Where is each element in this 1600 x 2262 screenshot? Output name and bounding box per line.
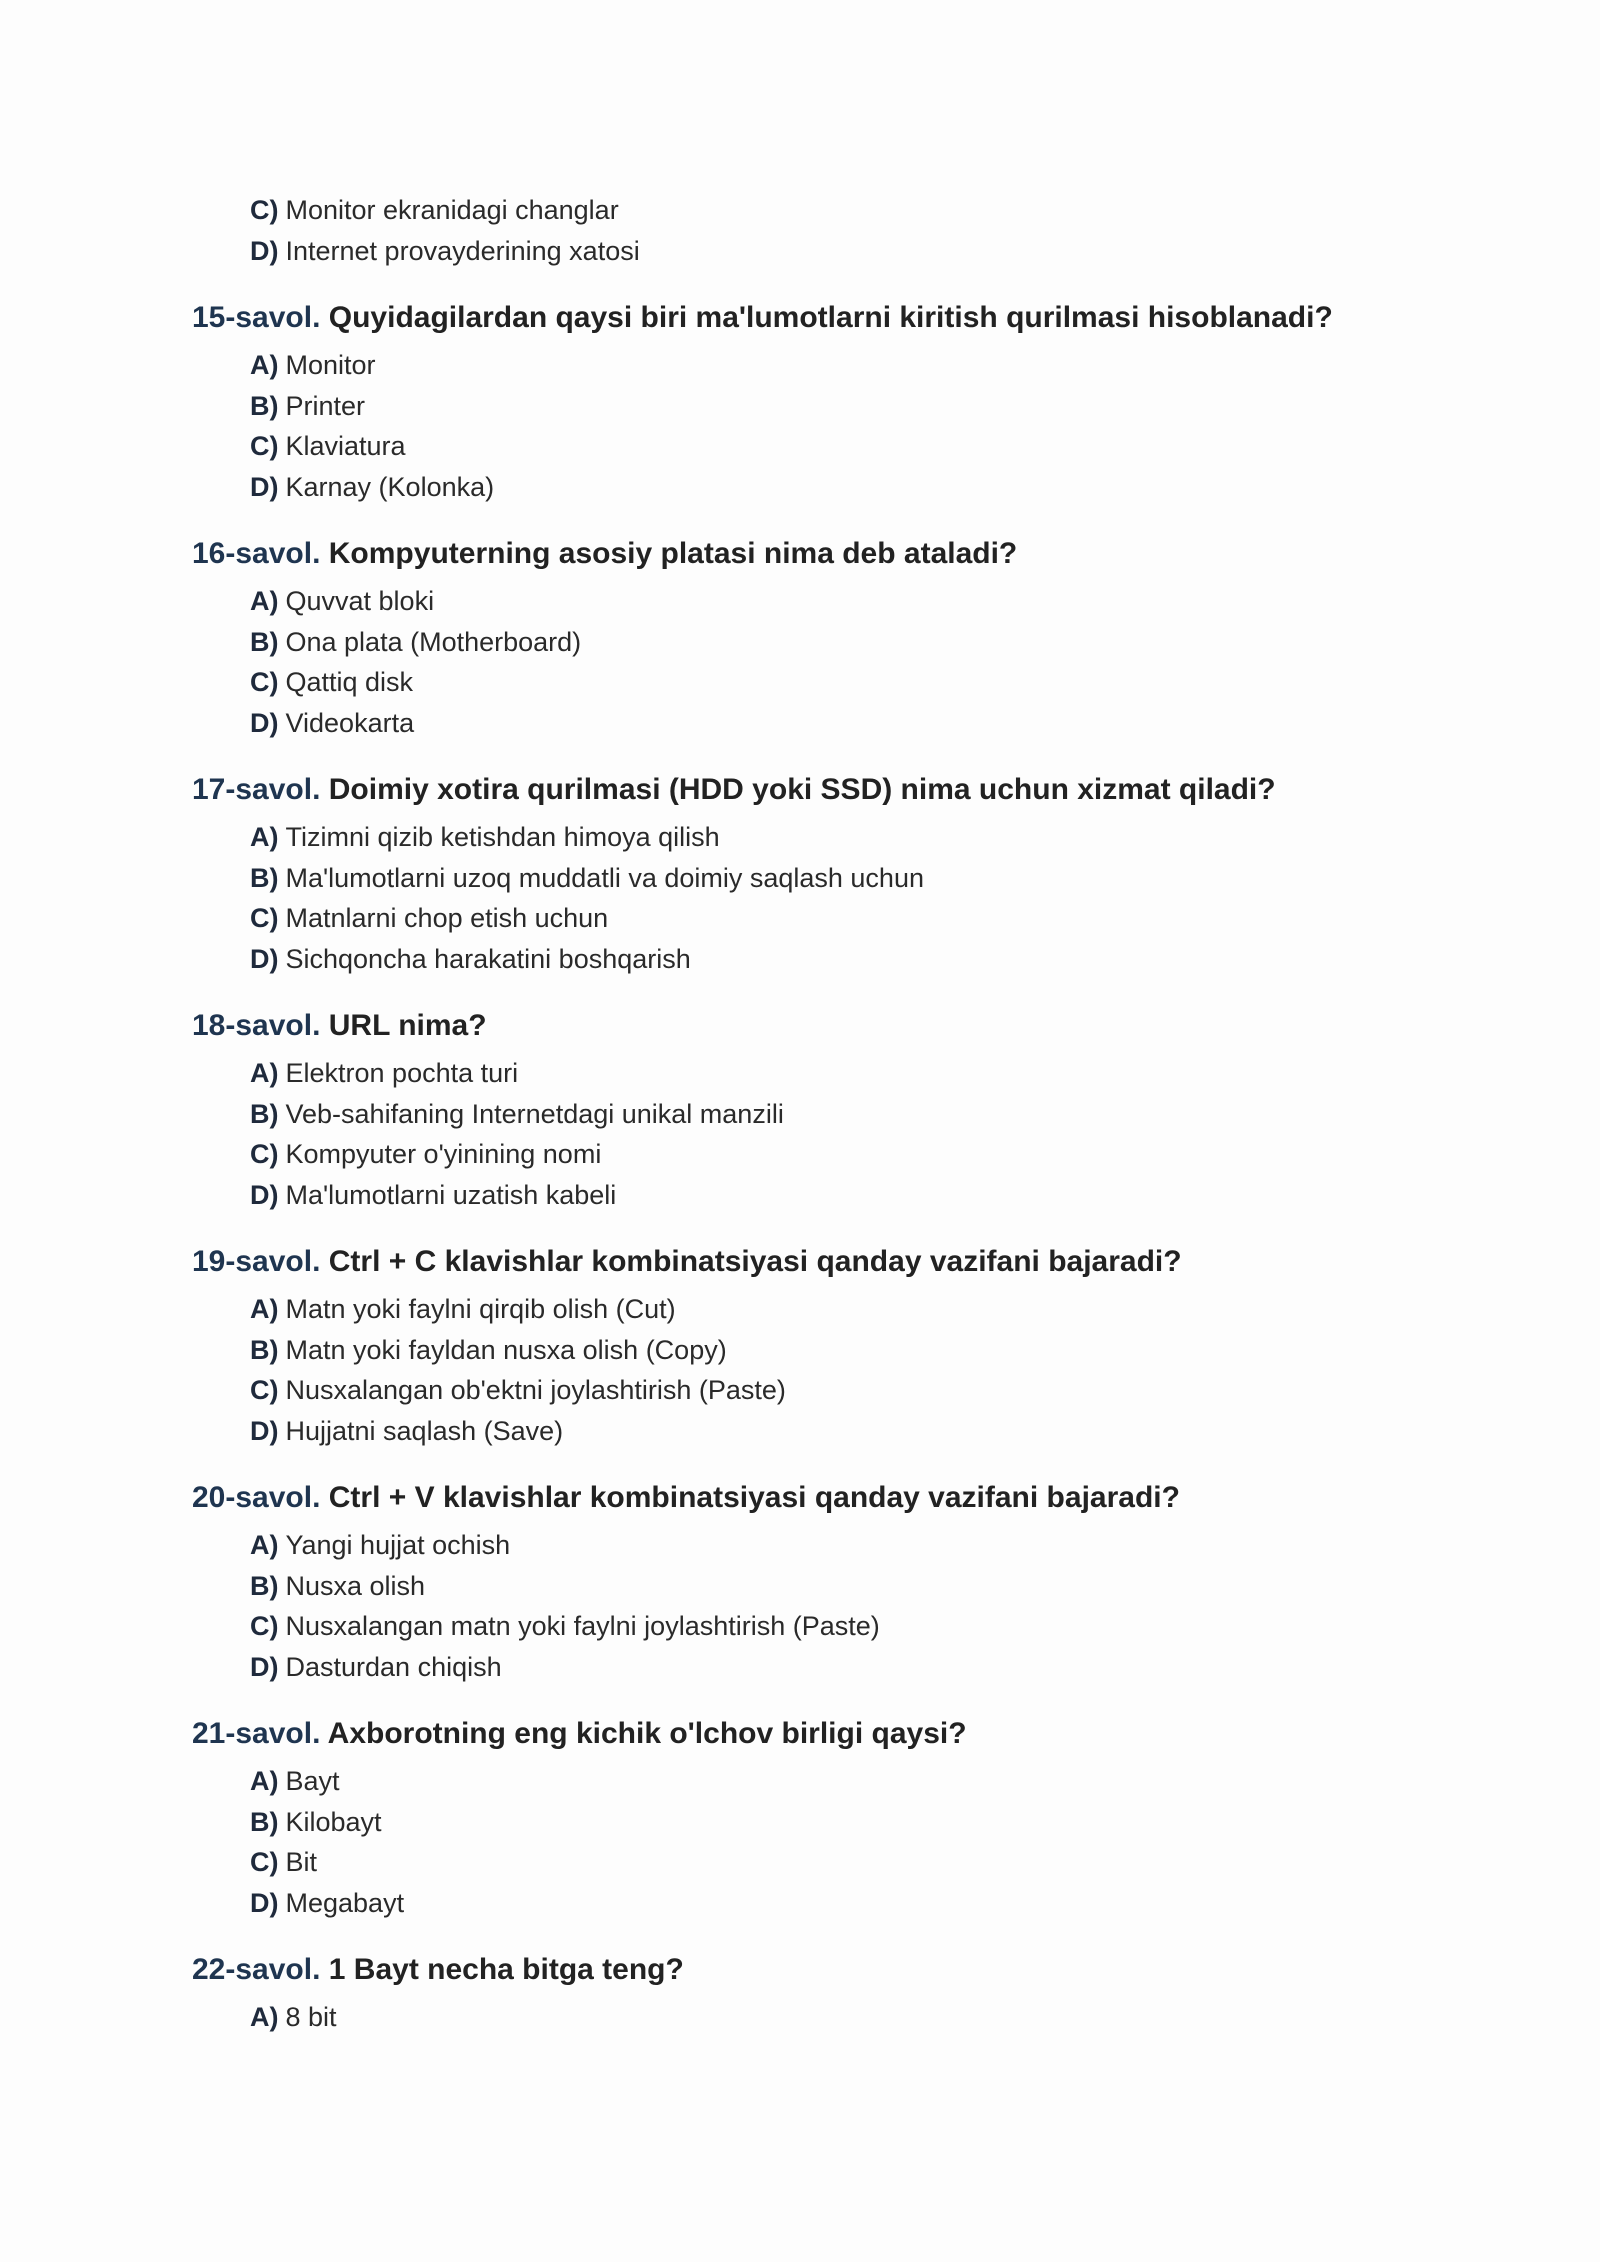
option-letter: A) xyxy=(250,1530,279,1560)
option-text: Nusxa olish xyxy=(285,1570,426,1601)
option-letter: C) xyxy=(250,1375,279,1405)
option-letter: D) xyxy=(250,1415,279,1446)
question-number: 18-savol. xyxy=(192,1009,321,1042)
option-letter: A) xyxy=(250,1058,279,1088)
option-text: Matn yoki faylni qirqib olish (Cut) xyxy=(285,1294,676,1324)
option-text: Monitor xyxy=(285,350,376,380)
question-title xyxy=(192,1714,1452,1754)
question-title xyxy=(192,1242,1452,1282)
question-title xyxy=(192,1006,1452,1046)
option-letter: A) xyxy=(250,350,279,380)
option-text: Internet provayderining xatosi xyxy=(285,235,640,266)
option-item xyxy=(250,1370,1452,1411)
question-22 xyxy=(192,1950,1452,2038)
question-20 xyxy=(192,1478,1452,1687)
option-text: Ona plata (Motherboard) xyxy=(285,626,582,657)
option-text: Monitor ekranidagi changlar xyxy=(285,195,619,225)
question-text: Ctrl + C klavishlar kombinatsiyasi qanday vazifani bajaradi? xyxy=(328,1245,1182,1278)
option-item xyxy=(250,622,1452,663)
option-letter: D) xyxy=(250,707,279,738)
question-16 xyxy=(192,534,1452,743)
question-21 xyxy=(192,1714,1452,1923)
question-text: Ctrl + V klavishlar kombinatsiyasi qanday vazifani bajaradi? xyxy=(328,1481,1180,1514)
option-letter: C) xyxy=(250,1611,279,1641)
option-letter: D) xyxy=(250,943,279,974)
option-letter: B) xyxy=(250,1570,279,1601)
question-19 xyxy=(192,1242,1452,1451)
option-letter: A) xyxy=(250,1294,279,1324)
option-text: Hujjatni saqlash (Save) xyxy=(285,1415,564,1446)
option-letter: B) xyxy=(250,1334,279,1365)
question-17 xyxy=(192,770,1452,979)
option-letter: C) xyxy=(250,667,279,697)
option-text: Dasturdan chiqish xyxy=(285,1651,502,1682)
option-item xyxy=(250,1525,1452,1566)
option-letter: A) xyxy=(250,822,279,852)
option-text: Nusxalangan matn yoki faylni joylashtirish (Paste) xyxy=(285,1611,880,1641)
option-letter: B) xyxy=(250,862,279,893)
option-item xyxy=(250,1997,1452,2038)
quiz-content xyxy=(192,190,1452,2038)
option-item xyxy=(250,1802,1452,1843)
question-title xyxy=(192,770,1452,810)
question-15 xyxy=(192,298,1452,507)
question-title xyxy=(192,534,1452,574)
option-item xyxy=(250,858,1452,899)
question-number: 22-savol. xyxy=(192,1953,321,1986)
option-item xyxy=(250,1134,1452,1175)
option-letter: A) xyxy=(250,2002,279,2032)
option-item xyxy=(250,1330,1452,1371)
question-title xyxy=(192,1950,1452,1990)
option-text: Megabayt xyxy=(285,1887,405,1918)
option-item xyxy=(250,1761,1452,1802)
option-letter: B) xyxy=(250,626,279,657)
option-text: Bit xyxy=(285,1847,318,1877)
question-text: Kompyuterning asosiy platasi nima deb ataladi? xyxy=(328,537,1018,570)
option-item xyxy=(250,467,1452,508)
question-text: Quyidagilardan qaysi biri ma'lumotlarni kiritish qurilmasi hisoblanadi? xyxy=(328,301,1333,334)
option-letter: C) xyxy=(250,431,279,461)
continued-options xyxy=(192,190,1452,271)
option-item xyxy=(250,1411,1452,1452)
option-text: Matnlarni chop etish uchun xyxy=(285,903,609,933)
question-title xyxy=(192,298,1452,338)
question-number: 17-savol. xyxy=(192,773,321,806)
question-text: Axborotning eng kichik o'lchov birligi qaysi? xyxy=(327,1717,967,1750)
option-letter: B) xyxy=(250,1098,279,1129)
option-text: 8 bit xyxy=(285,2002,337,2032)
option-text: Quvvat bloki xyxy=(285,586,435,616)
option-letter: C) xyxy=(250,903,279,933)
option-item xyxy=(250,1094,1452,1135)
option-item xyxy=(250,1647,1452,1688)
option-letter: D) xyxy=(250,1887,279,1918)
option-item xyxy=(250,581,1452,622)
question-text: Doimiy xotira qurilmasi (HDD yoki SSD) nima uchun xizmat qiladi? xyxy=(328,773,1276,806)
option-text: Printer xyxy=(285,390,366,421)
question-text: URL nima? xyxy=(328,1009,487,1042)
option-item xyxy=(250,190,1452,231)
option-text: Sichqoncha harakatini boshqarish xyxy=(285,943,691,974)
option-text: Veb-sahifaning Internetdagi unikal manzili xyxy=(285,1098,784,1129)
option-text: Tizimni qizib ketishdan himoya qilish xyxy=(285,822,720,852)
option-letter: D) xyxy=(250,471,279,502)
option-letter: B) xyxy=(250,1806,279,1837)
option-item xyxy=(250,662,1452,703)
question-number: 21-savol. xyxy=(192,1717,321,1750)
option-letter: C) xyxy=(250,1139,279,1169)
question-number: 15-savol. xyxy=(192,301,321,334)
option-letter: A) xyxy=(250,586,279,616)
option-letter: C) xyxy=(250,1847,279,1877)
option-text: Yangi hujjat ochish xyxy=(285,1530,511,1560)
question-number: 16-savol. xyxy=(192,537,321,570)
option-text: Matn yoki fayldan nusxa olish (Copy) xyxy=(285,1334,727,1365)
option-item xyxy=(250,345,1452,386)
option-text: Nusxalangan ob'ektni joylashtirish (Paste) xyxy=(285,1375,786,1405)
option-item xyxy=(250,817,1452,858)
option-item xyxy=(250,1842,1452,1883)
option-item xyxy=(250,939,1452,980)
option-letter: D) xyxy=(250,1651,279,1682)
option-text: Videokarta xyxy=(285,707,415,738)
option-letter: D) xyxy=(250,1179,279,1210)
question-title xyxy=(192,1478,1452,1518)
option-item xyxy=(250,1175,1452,1216)
option-text: Bayt xyxy=(285,1766,340,1796)
option-text: Karnay (Kolonka) xyxy=(285,471,495,502)
question-text: 1 Bayt necha bitga teng? xyxy=(328,1953,684,1986)
option-item xyxy=(250,386,1452,427)
question-number: 19-savol. xyxy=(192,1245,321,1278)
option-text: Ma'lumotlarni uzatish kabeli xyxy=(285,1179,617,1210)
question-number: 20-savol. xyxy=(192,1481,321,1514)
option-letter: B) xyxy=(250,390,279,421)
option-letter: A) xyxy=(250,1766,279,1796)
option-item xyxy=(250,1053,1452,1094)
option-item xyxy=(250,1566,1452,1607)
option-text: Klaviatura xyxy=(285,431,406,461)
option-item xyxy=(250,898,1452,939)
option-item xyxy=(250,1289,1452,1330)
option-item xyxy=(250,1606,1452,1647)
option-item xyxy=(250,426,1452,467)
option-item xyxy=(250,231,1452,272)
option-letter: C) xyxy=(250,195,279,225)
option-item xyxy=(250,1883,1452,1924)
option-text: Elektron pochta turi xyxy=(285,1058,519,1088)
option-text: Kilobayt xyxy=(285,1806,382,1837)
option-text: Ma'lumotlarni uzoq muddatli va doimiy saqlash uchun xyxy=(285,862,924,893)
question-18 xyxy=(192,1006,1452,1215)
option-text: Kompyuter o'yinining nomi xyxy=(285,1139,602,1169)
option-item xyxy=(250,703,1452,744)
option-text: Qattiq disk xyxy=(285,667,414,697)
option-letter: D) xyxy=(250,235,279,266)
